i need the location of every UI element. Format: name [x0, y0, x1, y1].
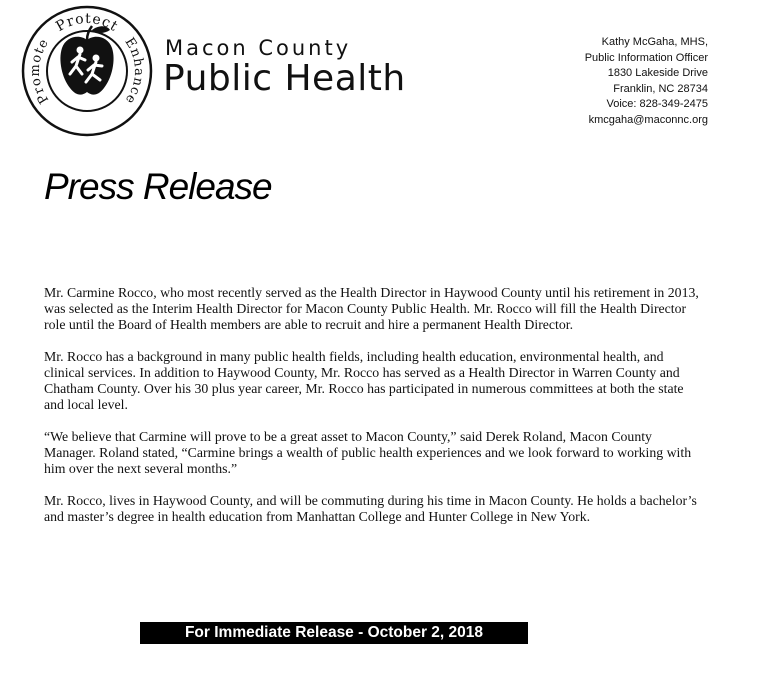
org-name-line2: Public Health	[163, 58, 406, 99]
contact-email[interactable]: kmcgaha@maconnc.org	[588, 113, 708, 126]
seal-text-protect: Protect	[53, 10, 121, 36]
svg-text:Promote	[28, 36, 52, 106]
contact-name: Kathy McGaha, MHS,	[601, 36, 708, 48]
body-paragraph-3: “We believe that Carmine will prove to be a great asset to Macon County,” said Derek Roland, Macon County Manager. Roland stated, “Carmine brings a wealth of public health experiences and we look forward to working with him over the next several months.”	[44, 429, 692, 476]
body-paragraph-1: Mr. Carmine Rocco, who most recently served as the Health Director in Haywood County until his retirement in 2013, was selected as the Interim Health Director for Macon County Public Health. Mr. Rocco will fill the Health Director role until the Board of Health members are able to recruit and hire a permanent Health Director.	[44, 285, 699, 332]
press-release-heading: Press Release	[44, 166, 272, 207]
seal-text-promote: Promote	[27, 35, 53, 107]
press-release-body	[44, 285, 704, 541]
contact-block	[508, 35, 708, 128]
org-name-line1: Macon County	[165, 36, 352, 60]
contact-phone: Voice: 828-349-2475	[606, 98, 708, 110]
promote-protect-enhance-seal-logo	[20, 4, 154, 138]
contact-title: Public Information Officer	[584, 51, 708, 64]
body-paragraph-2: Mr. Rocco has a background in many public health fields, including health education, environmental health, and clinical services. In addition to Haywood County, Mr. Rocco has served as a Health Director in Warren County and Chatham County. Over his 30 plus year career, Mr. Rocco has participated in numerous committees at both the state and local level.	[44, 349, 684, 412]
contact-address-street: 1830 Lakeside Drive	[607, 67, 708, 79]
seal-text-enhance: Enhance	[121, 35, 147, 108]
svg-text:Enhance	[121, 35, 146, 107]
contact-address-city: Franklin, NC 28734	[613, 82, 708, 95]
body-paragraph-4: Mr. Rocco, lives in Haywood County, and will be commuting during his time in Macon County. He holds a bachelor’s and master’s degree in health education from Manhattan College and Hunter College in New York.	[44, 493, 697, 524]
immediate-release-banner: For Immediate Release - October 2, 2018	[140, 622, 528, 644]
